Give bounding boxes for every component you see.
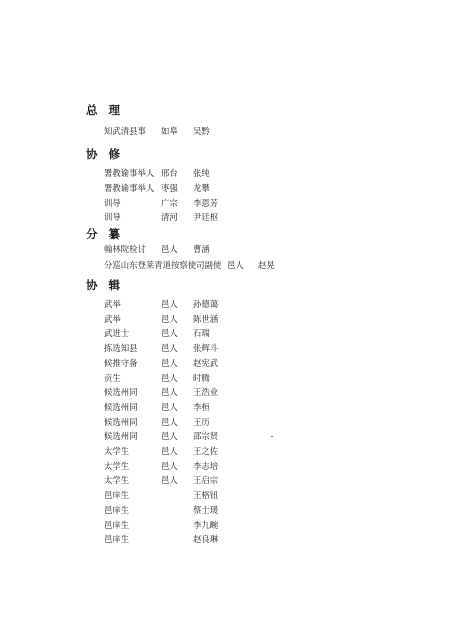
staff-office: 署教谕事举人	[104, 168, 155, 178]
staff-office: 邑庠生	[104, 504, 130, 515]
staff-name: 陈世涵	[193, 313, 219, 324]
section-heading: 总理	[86, 103, 131, 117]
staff-office: 武举	[104, 299, 121, 309]
staff-native-place: 邢台	[161, 168, 178, 178]
staff-office: 武举	[104, 313, 121, 324]
staff-office: 太学生	[104, 460, 130, 471]
staff-office: 邑庠生	[104, 519, 130, 530]
staff-name: 王浩业	[193, 387, 219, 398]
staff-native-place: 枣强	[161, 182, 178, 193]
staff-office: 翰林院检讨	[104, 244, 146, 254]
staff-office: 署教谕事举人	[104, 182, 155, 193]
staff-office: 候推守备	[104, 357, 138, 368]
staff-name: 曹涵	[193, 244, 210, 254]
staff-name: 张辉斗	[193, 343, 219, 354]
staff-office: 太学生	[104, 446, 130, 456]
staff-office: 候选州同	[104, 416, 138, 427]
staff-name: 王之佐	[193, 446, 219, 456]
staff-name: 尹廷枢	[193, 212, 219, 223]
staff-native-place: 邑人	[161, 460, 178, 471]
staff-native-place: 如皋	[161, 126, 178, 136]
staff-native-place: 邑人	[161, 416, 178, 427]
staff-name: 蔡士瑗	[193, 504, 219, 515]
staff-native-place: 邑人	[161, 446, 178, 456]
staff-office: 知武清县事	[104, 126, 146, 136]
staff-office: 邑庠生	[104, 490, 130, 501]
staff-office: 训导	[104, 197, 121, 208]
section-heading: 协辑	[86, 278, 131, 292]
staff-name: 吴黔	[193, 126, 210, 136]
staff-native-place: 邑人	[227, 259, 244, 270]
staff-native-place: 邑人	[161, 372, 178, 383]
staff-native-place: 邑人	[161, 313, 178, 324]
staff-name: 王启宗	[193, 475, 219, 486]
staff-name: 李桓	[193, 401, 210, 412]
staff-name: 赵宪武	[193, 357, 219, 368]
staff-name: 王格钮	[193, 490, 219, 501]
section-heading: 分纂	[86, 227, 131, 241]
staff-office: 候选州同	[104, 431, 138, 442]
staff-name: 邵宗贤	[193, 431, 219, 442]
staff-office: 候选州同	[104, 387, 138, 398]
staff-office: 分巡山东登莱青道按察使司副使	[104, 259, 222, 270]
staff-native-place: 清河	[161, 212, 178, 223]
staff-name: 赵良琳	[193, 534, 219, 545]
staff-native-place: 邑人	[161, 244, 178, 254]
staff-office: 候选州同	[104, 401, 138, 412]
staff-office: 拣选知县	[104, 343, 138, 354]
staff-name: 龙攀	[193, 182, 210, 193]
staff-name: 李恩芳	[193, 197, 219, 208]
staff-name: 赵晃	[258, 259, 275, 270]
staff-name: 李九畹	[193, 519, 219, 530]
staff-office: 武进士	[104, 328, 130, 339]
staff-name: 时腾	[193, 372, 210, 383]
staff-name: 张纯	[193, 168, 210, 178]
staff-native-place: 邑人	[161, 299, 178, 309]
staff-native-place: 邑人	[161, 387, 178, 398]
scan-speck	[271, 436, 273, 437]
staff-native-place: 邑人	[161, 343, 178, 354]
staff-native-place: 邑人	[161, 401, 178, 412]
staff-name: 李志培	[193, 460, 219, 471]
staff-native-place: 邑人	[161, 475, 178, 486]
staff-office: 贡生	[104, 372, 121, 383]
staff-name: 孙德蔼	[193, 299, 219, 309]
staff-native-place: 邑人	[161, 431, 178, 442]
staff-office: 邑庠生	[104, 534, 130, 545]
staff-office: 太学生	[104, 475, 130, 486]
staff-name: 石瑞	[193, 328, 210, 339]
staff-native-place: 邑人	[161, 357, 178, 368]
staff-name: 王历	[193, 416, 210, 427]
staff-native-place: 广宗	[161, 197, 178, 208]
staff-office: 训导	[104, 212, 121, 223]
section-heading: 协修	[86, 147, 131, 161]
staff-native-place: 邑人	[161, 328, 178, 339]
